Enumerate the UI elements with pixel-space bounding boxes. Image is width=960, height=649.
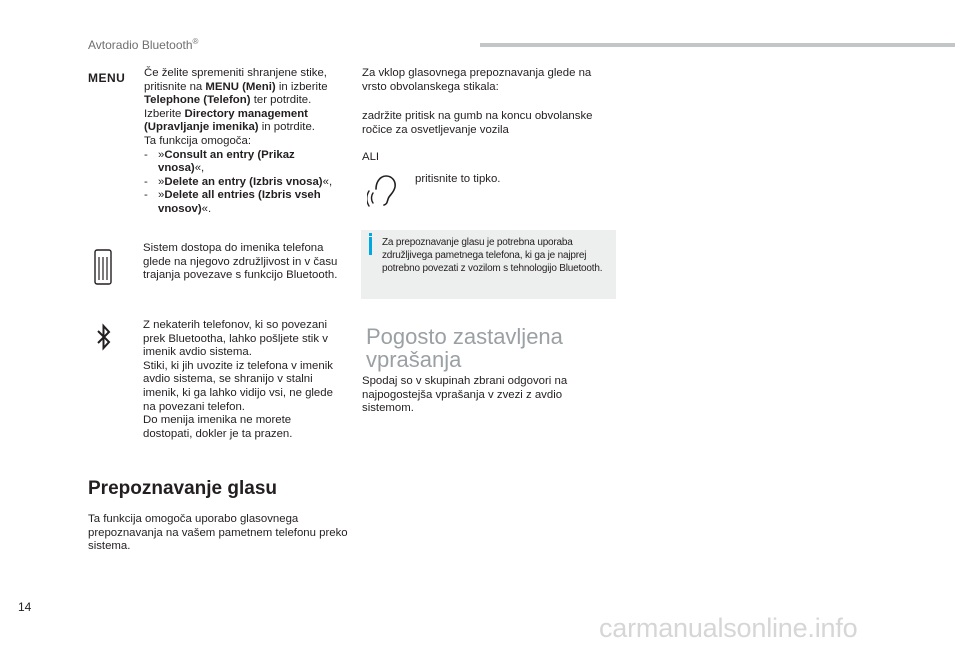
text-run: in potrdite. xyxy=(258,121,315,134)
paragraph-line: Stiki, ki jih uvozite iz telefona v imenik avdio sistema, se shranijo v stalni imenik, ki ga lahko vidijo vsi, ne glede na povezani telefon. xyxy=(143,359,333,413)
watermark: carmanualsonline.info xyxy=(599,613,858,643)
list-item xyxy=(144,189,340,216)
paragraph-line: Do menija imenika ne morete dostopati, dokler je ta prazen. xyxy=(143,414,293,440)
or-label: ALI xyxy=(362,151,380,163)
telephone-label: Telephone (Telefon) xyxy=(144,94,251,107)
list-item xyxy=(144,176,340,190)
paragraph-line: Z nekaterih telefonov, ki so povezani prek Bluetootha, lahko pošljete stik v imenik avdio sistema. xyxy=(143,319,328,359)
voice-recognition-heading: Prepoznavanje glasu xyxy=(88,478,278,499)
voice-activation-hold: zadržite pritisk na gumb na koncu obvolanske ročice za osvetljevanje vozila xyxy=(362,110,593,136)
list-dash: - xyxy=(144,175,148,188)
text-run: ter potrdite. xyxy=(250,94,312,107)
list-item-label: Consult an entry (Prikaz vnosa) xyxy=(158,148,295,175)
faq-heading: Pogosto zastavljena vprašanja xyxy=(366,324,563,372)
faq-intro-text: Spodaj so v skupinah zbrani odgovori na najpogostejša vprašanja v zvezi z avdio sistemom. xyxy=(362,375,568,415)
function-intro: Ta funkcija omogoča: xyxy=(144,134,252,147)
bluetooth-contacts-text xyxy=(143,319,343,441)
list-dash: - xyxy=(144,148,148,161)
header-divider-bar xyxy=(480,43,955,47)
info-text: Za prepoznavanje glasu je potrebna uporaba združljivega pametnega telefona, ki ga je najprej potrebno povezati z vozilom s tehnologijo Bluetooth. xyxy=(382,237,603,274)
function-list xyxy=(144,149,340,217)
phone-icon xyxy=(94,249,112,285)
list-dash: - xyxy=(144,189,148,202)
voice-command-icon xyxy=(367,173,397,207)
list-item xyxy=(144,149,340,176)
quote-open: » xyxy=(158,189,165,202)
voice-activation-intro: Za vklop glasovnega prepoznavanja glede na vrsto obvolanskega stikala: xyxy=(362,67,592,93)
directory-instructions xyxy=(144,67,340,217)
text-run: in izberite xyxy=(275,80,328,93)
section-header-title xyxy=(88,37,198,52)
header-title-text: Avtoradio Bluetooth xyxy=(88,38,193,52)
registered-mark: ® xyxy=(192,37,199,46)
quote-open: » xyxy=(158,175,165,188)
quote-close: «. xyxy=(201,202,212,215)
list-item-label: Delete all entries (Izbris vseh vnosov) xyxy=(158,189,321,215)
press-button-text: pritisnite to tipko. xyxy=(415,173,501,185)
bluetooth-icon xyxy=(96,323,112,351)
text-run: Če želite spremeniti shranjene stike, pritisnite na xyxy=(144,67,327,93)
directory-compatibility-text: Sistem dostopa do imenika telefona glede na njegovo združljivost in v času trajanja povezave s funkcijo Bluetooth. xyxy=(143,242,338,282)
text-run: Izberite xyxy=(144,107,185,120)
quote-close: «, xyxy=(194,162,205,175)
quote-open: » xyxy=(158,148,165,161)
page-number: 14 xyxy=(18,600,32,614)
directory-management-label: Directory management (Upravljanje imenika) xyxy=(144,107,308,134)
list-item-label: Delete an entry (Izbris vnosa) xyxy=(164,175,323,188)
quote-close: «, xyxy=(322,175,333,188)
menu-label: MENU (Meni) xyxy=(205,80,276,93)
info-icon xyxy=(369,237,372,255)
voice-recognition-text: Ta funkcija omogoča uporabo glasovnega prepoznavanja na vašem pametnem telefonu preko sistema. xyxy=(88,513,348,553)
menu-button-icon: MENU xyxy=(88,71,126,85)
info-icon-dot xyxy=(369,233,372,236)
